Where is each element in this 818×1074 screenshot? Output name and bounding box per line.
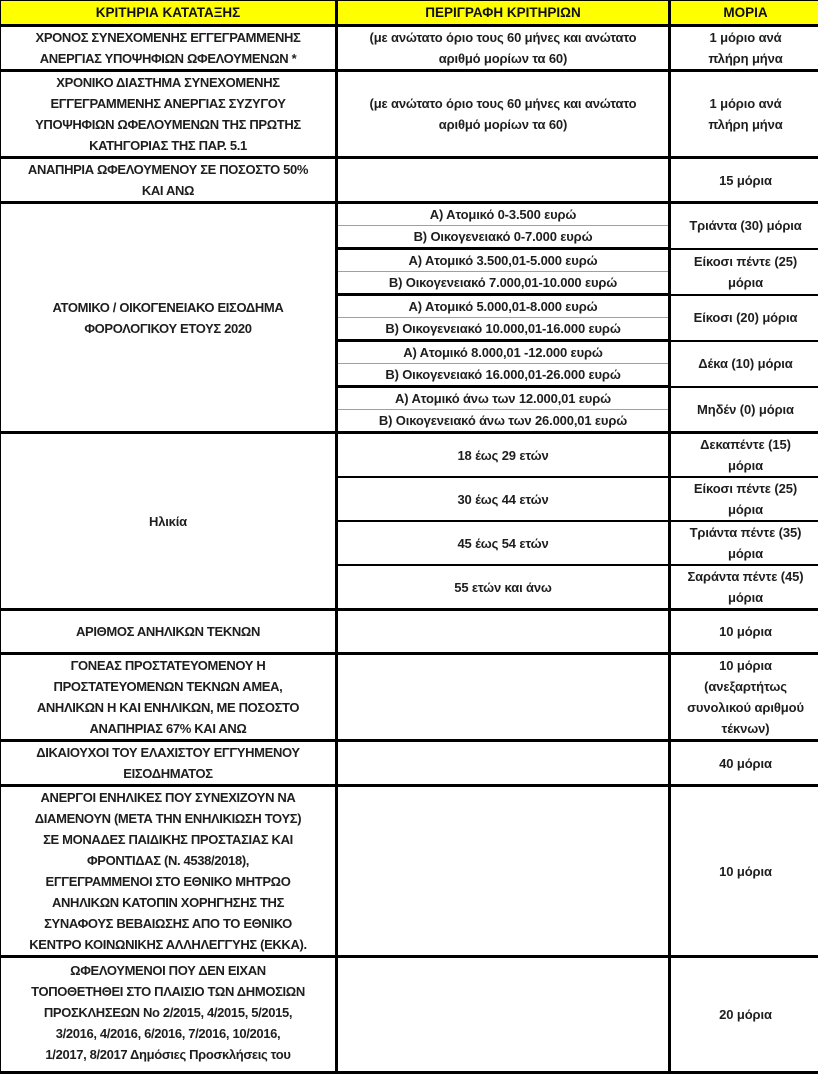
- table-row-previous-calls: [0, 957, 818, 1073]
- header-description: ΠΕΡΙΓΡΑΦΗ ΚΡΙΤΗΡΙΩΝ: [337, 0, 670, 26]
- points-cell: 10 μόρια: [670, 786, 818, 957]
- criterion-cell: ΧΡΟΝΟΣ ΣΥΝΕΧΟΜΕΝΗΣ ΕΓΓΕΓΡΑΜΜΕΝΗΣ ΑΝΕΡΓΙΑΣ ΥΠΟΨΗΦΙΩΝ ΩΦΕΛΟΥΜΕΝΩΝ *: [0, 26, 337, 71]
- header-points: ΜΟΡΙΑ: [670, 0, 818, 26]
- income-points: Μηδέν (0) μόρια: [670, 387, 818, 433]
- age-range: 18 έως 29 ετών: [337, 433, 670, 478]
- points-cell: 10 μόρια (ανεξαρτήτως συνολικού αριθμού τέκνων): [670, 654, 818, 741]
- age-range: 30 έως 44 ετών: [337, 477, 670, 521]
- income-individual-bracket: Α) Ατομικό 5.000,01-8.000 ευρώ: [337, 295, 670, 318]
- criterion-cell: ΔΙΚΑΙΟΥΧΟΙ ΤΟΥ ΕΛΑΧΙΣΤΟΥ ΕΓΓΥΗΜΕΝΟΥ ΕΙΣΟΔΗΜΑΤΟΣ: [0, 741, 337, 786]
- income-family-bracket: Β) Οικογενειακό 16.000,01-26.000 ευρώ: [337, 364, 670, 387]
- criterion-cell-income: ΑΤΟΜΙΚΟ / ΟΙΚΟΓΕΝΕΙΑΚΟ ΕΙΣΟΔΗΜΑ ΦΟΡΟΛΟΓΙΚΟΥ ΕΤΟΥΣ 2020: [0, 203, 337, 433]
- criterion-cell: ΑΡΙΘΜΟΣ ΑΝΗΛΙΚΩΝ ΤΕΚΝΩΝ: [0, 610, 337, 654]
- income-family-bracket: Β) Οικογενειακό 7.000,01-10.000 ευρώ: [337, 272, 670, 295]
- criterion-cell: ΩΦΕΛΟΥΜΕΝΟΙ ΠΟΥ ΔΕΝ ΕΙΧΑΝ ΤΟΠΟΘΕΤΗΘΕΙ ΣΤΟ ΠΛΑΙΣΙΟ ΤΩΝ ΔΗΜΟΣΙΩΝ ΠΡΟΣΚΛΗΣΕΩΝ Νο 2/2015, 4/2015, 5/2015, 3/2016, 4/2016, 6/2016, 7/2016, 10/2016, 1/2017, 8/2017 Δημόσιες Προσκλήσεις του: [0, 957, 337, 1073]
- income-points: Είκοσι (20) μόρια: [670, 295, 818, 341]
- criterion-cell: ΑΝΕΡΓΟΙ ΕΝΗΛΙΚΕΣ ΠΟΥ ΣΥΝΕΧΙΖΟΥΝ ΝΑ ΔΙΑΜΕΝΟΥΝ (ΜΕΤΑ ΤΗΝ ΕΝΗΛΙΚΙΩΣΗ ΤΟΥΣ) ΣΕ ΜΟΝΑΔΕΣ ΠΑΙΔΙΚΗΣ ΠΡΟΣΤΑΣΙΑΣ ΚΑΙ ΦΡΟΝΤΙΔΑΣ (Ν. 4538/2018), ΕΓΓΕΓΡΑΜΜΕΝΟΙ ΣΤΟ ΕΘΝΙΚΟ ΜΗΤΡΩΟ ΑΝΗΛΙΚΩΝ ΚΑΤΟΠΙΝ ΧΟΡΗΓΗΣΗΣ ΤΗΣ ΣΥΝΑΦΟΥΣ ΒΕΒΑΙΩΣΗΣ ΑΠΟ ΤΟ ΕΘΝΙΚΟ ΚΕΝΤΡΟ ΚΟΙΝΩΝΙΚΗΣ ΑΛΛΗΛΕΓΓΥΗΣ (ΕΚΚΑ).: [0, 786, 337, 957]
- criterion-cell: ΓΟΝΕΑΣ ΠΡΟΣΤΑΤΕΥΟΜΕΝΟΥ Η ΠΡΟΣΤΑΤΕΥΟΜΕΝΩΝ ΤΕΚΝΩΝ ΑΜΕΑ, ΑΝΗΛΙΚΩΝ Η ΚΑΙ ΕΝΗΛΙΚΩΝ, ΜΕ ΠΟΣΟΣΤΟ ΑΝΑΠΗΡΙΑΣ 67% ΚΑΙ ΑΝΩ: [0, 654, 337, 741]
- age-points: Τριάντα πέντε (35) μόρια: [670, 521, 818, 565]
- table-row-child-protection-adults: [0, 786, 818, 957]
- points-cell: 20 μόρια: [670, 957, 818, 1073]
- income-family-bracket: Β) Οικογενειακό 0-7.000 ευρώ: [337, 226, 670, 249]
- income-family-bracket: Β) Οικογενειακό άνω των 26.000,01 ευρώ: [337, 410, 670, 433]
- age-points: Είκοσι πέντε (25) μόρια: [670, 477, 818, 521]
- income-points: Δέκα (10) μόρια: [670, 341, 818, 387]
- table-row-disabled-children-parent: [0, 654, 818, 741]
- income-points: Τριάντα (30) μόρια: [670, 203, 818, 249]
- description-cell: [337, 654, 670, 741]
- income-family-bracket: Β) Οικογενειακό 10.000,01-16.000 ευρώ: [337, 318, 670, 341]
- age-range: 55 ετών και άνω: [337, 565, 670, 610]
- points-cell: 40 μόρια: [670, 741, 818, 786]
- age-points: Σαράντα πέντε (45) μόρια: [670, 565, 818, 610]
- table-row-minor-children: [0, 610, 818, 654]
- description-cell: (με ανώτατο όριο τους 60 μήνες και ανώτατο αριθμό μορίων τα 60): [337, 71, 670, 158]
- header-row: [0, 0, 818, 26]
- points-cell: 1 μόριο ανά πλήρη μήνα: [670, 26, 818, 71]
- description-cell: [337, 610, 670, 654]
- criterion-cell-age: Ηλικία: [0, 433, 337, 610]
- points-cell: 10 μόρια: [670, 610, 818, 654]
- age-row: [0, 433, 818, 478]
- income-individual-bracket: Α) Ατομικό άνω των 12.000,01 ευρώ: [337, 387, 670, 410]
- points-cell: 15 μόρια: [670, 158, 818, 203]
- table-row-spouse-unemployment: [0, 71, 818, 158]
- income-row: [0, 203, 818, 226]
- income-individual-bracket: Α) Ατομικό 0-3.500 ευρώ: [337, 203, 670, 226]
- header-criteria: ΚΡΙΤΗΡΙΑ ΚΑΤΑΤΑΞΗΣ: [0, 0, 337, 26]
- criterion-cell: ΑΝΑΠΗΡΙΑ ΩΦΕΛΟΥΜΕΝΟΥ ΣΕ ΠΟΣΟΣΤΟ 50% ΚΑΙ ΑΝΩ: [0, 158, 337, 203]
- table-row-unemployment-duration: [0, 26, 818, 71]
- table-row-minimum-income: [0, 741, 818, 786]
- criterion-cell: ΧΡΟΝΙΚΟ ΔΙΑΣΤΗΜΑ ΣΥΝΕΧΟΜΕΝΗΣ ΕΓΓΕΓΡΑΜΜΕΝΗΣ ΑΝΕΡΓΙΑΣ ΣΥΖΥΓΟΥ ΥΠΟΨΗΦΙΩΝ ΩΦΕΛΟΥΜΕΝΩΝ ΤΗΣ ΠΡΩΤΗΣ ΚΑΤΗΓΟΡΙΑΣ ΤΗΣ ΠΑΡ. 5.1: [0, 71, 337, 158]
- age-points: Δεκαπέντε (15) μόρια: [670, 433, 818, 478]
- description-cell: (με ανώτατο όριο τους 60 μήνες και ανώτατο αριθμό μορίων τα 60): [337, 26, 670, 71]
- income-individual-bracket: Α) Ατομικό 8.000,01 -12.000 ευρώ: [337, 341, 670, 364]
- description-cell: [337, 957, 670, 1073]
- description-cell: [337, 741, 670, 786]
- age-range: 45 έως 54 ετών: [337, 521, 670, 565]
- points-cell: 1 μόριο ανά πλήρη μήνα: [670, 71, 818, 158]
- income-individual-bracket: Α) Ατομικό 3.500,01-5.000 ευρώ: [337, 249, 670, 272]
- description-cell: [337, 158, 670, 203]
- income-points: Είκοσι πέντε (25) μόρια: [670, 249, 818, 295]
- table-row-disability: [0, 158, 818, 203]
- description-cell: [337, 786, 670, 957]
